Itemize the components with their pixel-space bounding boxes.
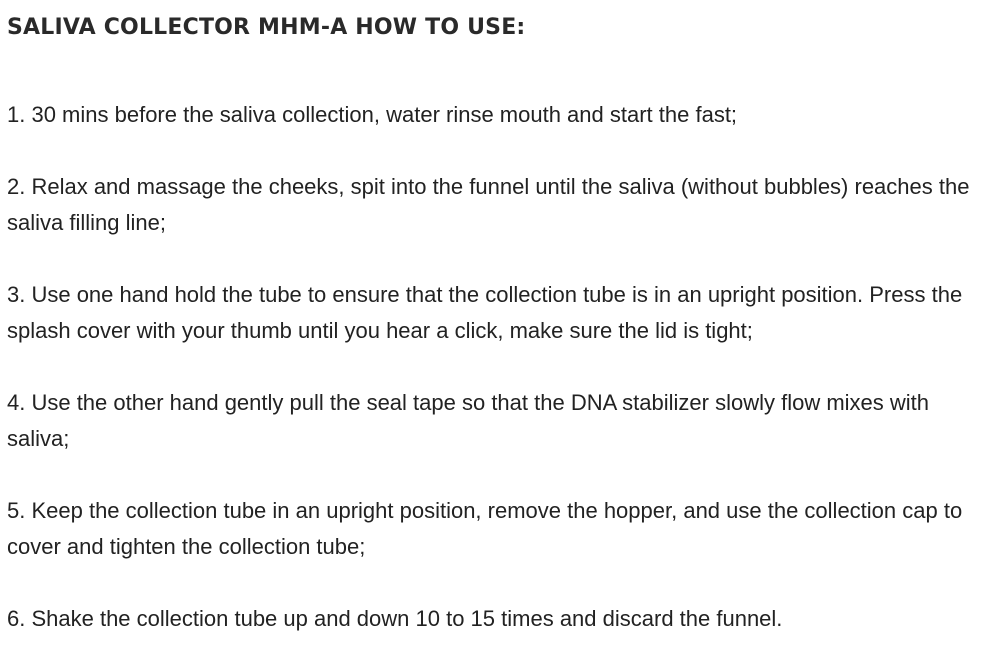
instruction-step-5: 5. Keep the collection tube in an upright position, remove the hopper, and use the collection cap to cover and tighten the collection tube;	[7, 498, 963, 559]
instruction-step-1: 1. 30 mins before the saliva collection, water rinse mouth and start the fast;	[7, 102, 738, 127]
page-title: SALIVA COLLECTOR MHM-A HOW TO USE:	[7, 15, 526, 40]
instruction-step-6: 6. Shake the collection tube up and down 10 to 15 times and discard the funnel.	[7, 606, 783, 631]
instruction-step-4: 4. Use the other hand gently pull the seal tape so that the DNA stabilizer slowly flow mixes with saliva;	[7, 390, 930, 451]
instruction-step-3: 3. Use one hand hold the tube to ensure that the collection tube is in an upright position. Press the splash cover with your thumb until you hear a click, make sure the lid is tight;	[7, 282, 963, 343]
instruction-step-2: 2. Relax and massage the cheeks, spit into the funnel until the saliva (without bubbles) reaches the saliva filling line;	[7, 174, 970, 235]
